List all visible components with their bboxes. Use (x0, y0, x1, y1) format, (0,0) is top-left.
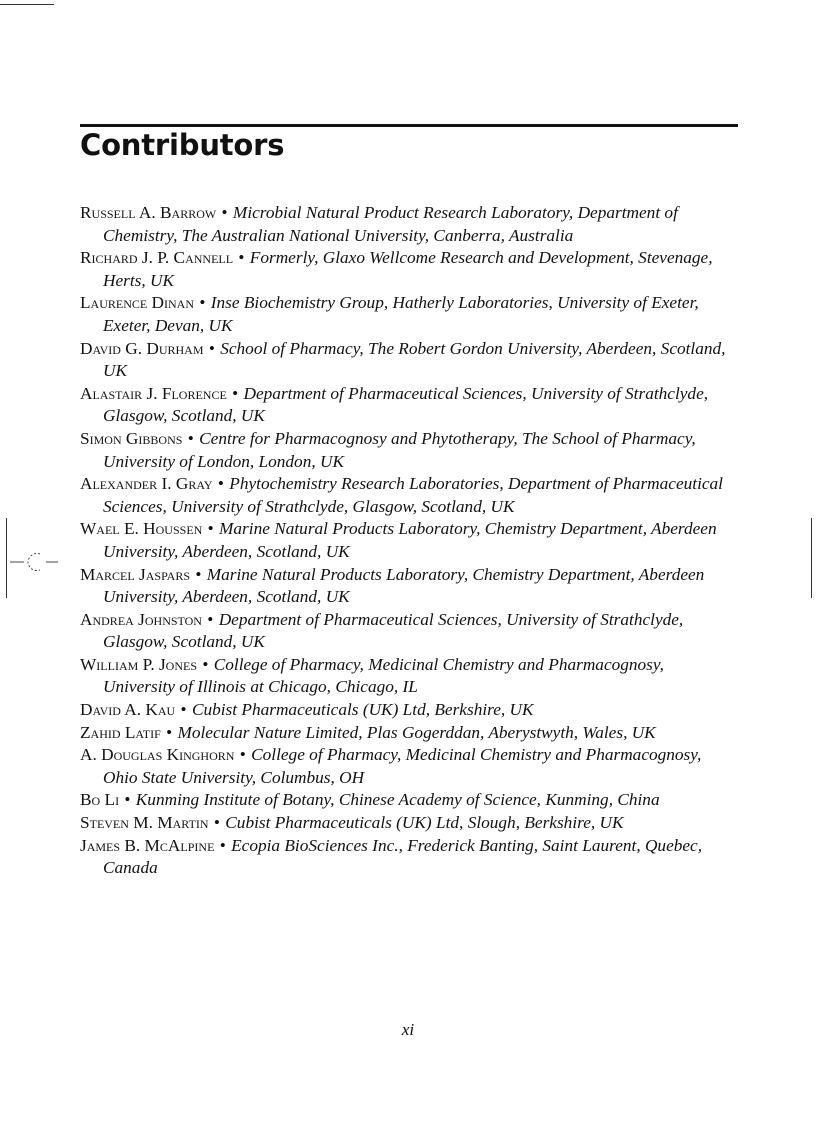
contributor-name: James B. McAlpine (80, 835, 215, 855)
contributor-entry (80, 518, 740, 563)
contributor-affiliation: Phytochemistry Research Laboratories, Department of Pharmaceutical Sciences, University of Strathclyde, Glasgow, Scotland, UK (103, 474, 723, 516)
contributor-name: William P. Jones (80, 654, 198, 674)
page-title: Contributors (80, 128, 285, 162)
bullet-separator: • (161, 722, 177, 742)
contributor-entry (80, 789, 740, 812)
contributor-affiliation: Cubist Pharmaceuticals (UK) Ltd, Berkshire, UK (191, 700, 534, 720)
contributor-affiliation: Centre for Pharmacognosy and Phytotherapy, The School of Pharmacy, University of London, London, UK (103, 428, 696, 471)
contributor-entry (80, 812, 740, 835)
contributor-entry (80, 383, 740, 428)
bullet-separator: • (234, 248, 249, 268)
bullet-separator: • (191, 564, 206, 584)
contributor-name: David A. Kau (80, 700, 176, 720)
bullet-separator: • (204, 338, 220, 358)
contributor-entry (80, 338, 740, 383)
contributor-entry (80, 202, 740, 247)
page-number: xi (401, 1020, 415, 1039)
contributor-entry (80, 247, 740, 292)
contributor-name: Zahid Latif (80, 722, 161, 742)
bullet-separator: • (213, 474, 229, 494)
bullet-separator: • (195, 293, 210, 313)
contributor-name: Marcel Jaspars (80, 564, 191, 584)
bullet-separator: • (202, 609, 218, 629)
margin-rule-right (811, 518, 812, 598)
contributor-entry (80, 292, 740, 337)
contributor-name: Wael E. Houssen (80, 519, 203, 539)
contributor-entry (80, 428, 740, 473)
contributor-name: David G. Durham (80, 338, 204, 358)
bullet-separator: • (209, 813, 225, 833)
contributor-name: Alexander I. Gray (80, 474, 213, 494)
contributor-entry (80, 722, 740, 745)
contributor-entry (80, 835, 740, 880)
heading-rule (80, 124, 738, 127)
crop-mark (0, 4, 54, 5)
contributor-affiliation: Marine Natural Products Laboratory, Chemistry Department, Aberdeen University, Aberdeen, Scotland, UK (103, 564, 705, 607)
contributor-entry (80, 699, 740, 722)
margin-rule-left (6, 518, 7, 598)
contributor-affiliation: Inse Biochemistry Group, Hatherly Laboratories, University of Exeter, Exeter, Devan, UK (103, 293, 699, 335)
contributor-entry (80, 564, 740, 609)
contributor-affiliation: Cubist Pharmaceuticals (UK) Ltd, Slough, Berkshire, UK (225, 813, 624, 833)
bullet-separator: • (227, 383, 243, 403)
bullet-separator: • (235, 745, 251, 765)
contributor-name: Simon Gibbons (80, 428, 183, 448)
bullet-separator: • (217, 203, 232, 222)
contributor-name: Andrea Johnston (80, 609, 202, 629)
contributor-affiliation: Department of Pharmaceutical Sciences, University of Strathclyde, Glasgow, Scotland, UK (103, 383, 709, 426)
contributor-name: Steven M. Martin (80, 813, 209, 833)
contributor-affiliation: Ecopia BioSciences Inc., Frederick Banting, Saint Laurent, Quebec, Canada (103, 835, 703, 878)
contributor-affiliation: Kunming Institute of Botany, Chinese Academy of Science, Kunming, China (135, 790, 660, 810)
contributor-entry (80, 744, 740, 789)
contributor-name: Russell A. Barrow (80, 203, 217, 222)
bullet-separator: • (183, 428, 199, 448)
contributor-entry (80, 473, 740, 518)
contributor-entry (80, 654, 740, 699)
contributor-list (80, 202, 740, 880)
contributor-affiliation: School of Pharmacy, The Robert Gordon University, Aberdeen, Scotland, UK (103, 338, 726, 381)
contributor-affiliation: Molecular Nature Limited, Plas Gogerddan, Aberystwyth, Wales, UK (177, 722, 656, 742)
contributor-name: Richard J. P. Cannell (80, 248, 234, 268)
registration-mark (10, 548, 60, 578)
contributor-affiliation: College of Pharmacy, Medicinal Chemistry and Pharmacognosy, University of Illinois at Chicago, Chicago, IL (103, 654, 664, 697)
contributor-name: Laurence Dinan (80, 293, 195, 313)
contributor-affiliation: Department of Pharmaceutical Sciences, University of Strathclyde, Glasgow, Scotland, UK (103, 609, 684, 652)
contributor-entry (80, 609, 740, 654)
contributor-name: Alastair J. Florence (80, 383, 227, 403)
bullet-separator: • (198, 654, 213, 674)
contributor-affiliation: Marine Natural Products Laboratory, Chemistry Department, Aberdeen University, Aberdeen, Scotland, UK (103, 519, 717, 561)
bullet-separator: • (203, 519, 219, 539)
contributor-affiliation: Microbial Natural Product Research Laboratory, Department of Chemistry, The Australian National University, Canberra, Australia (103, 203, 678, 245)
contributor-name: Bo Li (80, 790, 120, 810)
contributor-affiliation: Formerly, Glaxo Wellcome Research and Development, Stevenage, Herts, UK (103, 248, 713, 290)
contributor-affiliation: College of Pharmacy, Medicinal Chemistry and Pharmacognosy, Ohio State University, Columbus, OH (103, 745, 702, 787)
bullet-separator: • (120, 790, 135, 810)
contributor-name: A. Douglas Kinghorn (80, 745, 235, 765)
bullet-separator: • (176, 700, 191, 720)
bullet-separator: • (215, 835, 231, 855)
